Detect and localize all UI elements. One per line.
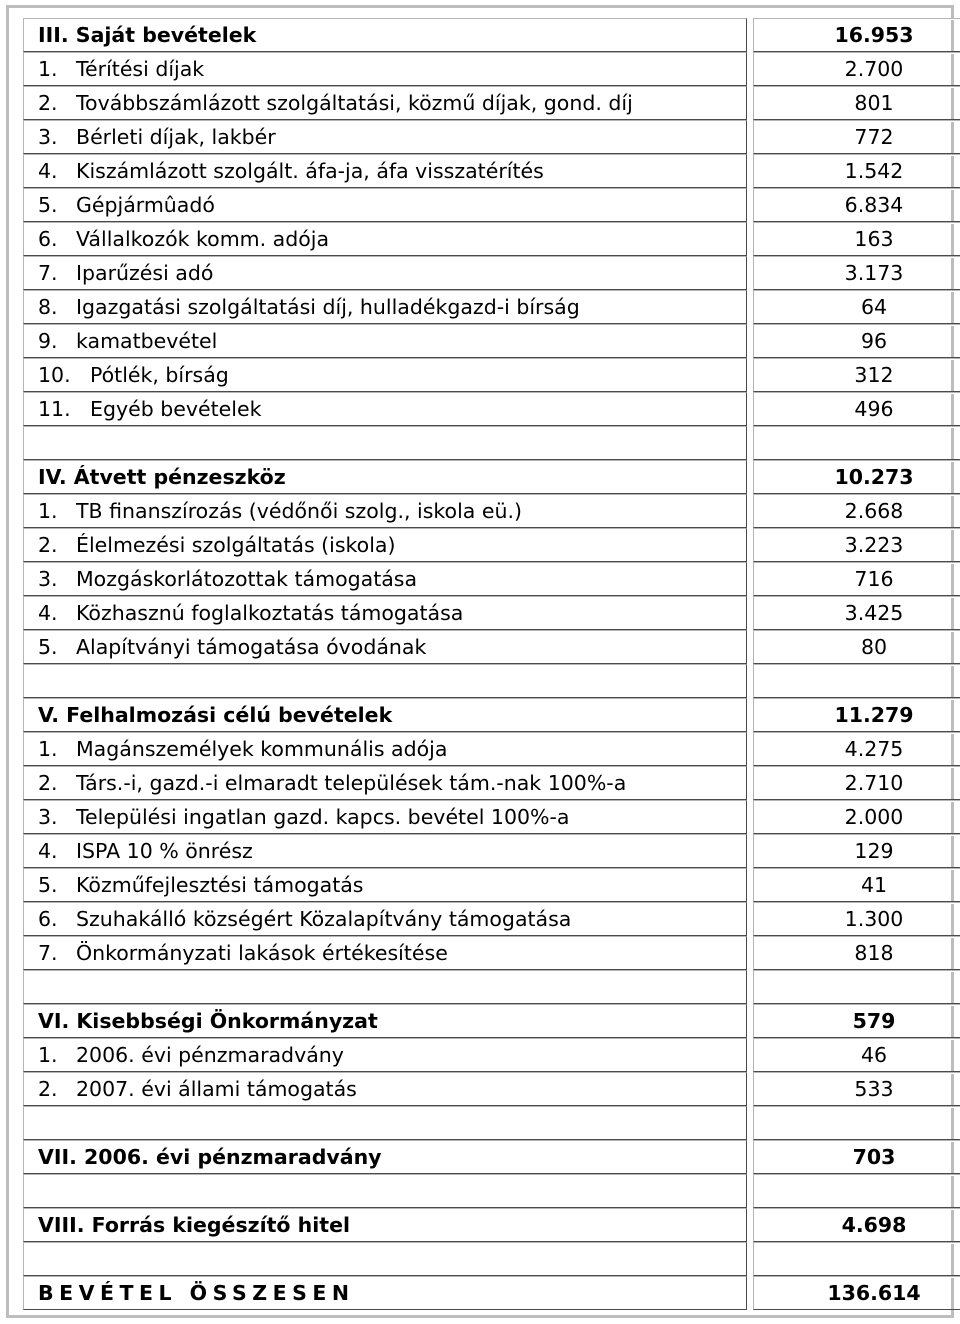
line-item-number: 1. [38, 499, 58, 523]
line-item-label-cell [23, 630, 747, 664]
line-item-row [23, 800, 960, 834]
line-item-row [23, 1038, 960, 1072]
line-item-label: Szuhakálló községért Közalapítvány támogatása [76, 907, 572, 931]
blank-row [23, 1174, 960, 1208]
blank-row [23, 1242, 960, 1276]
section-heading: VII. 2006. évi pénzmaradvány [23, 1140, 747, 1174]
line-item-value: 41 [753, 868, 960, 902]
line-item-row [23, 222, 960, 256]
line-item-label: 2006. évi pénzmaradvány [76, 1043, 344, 1067]
line-item-value: 1.542 [753, 154, 960, 188]
section-total: 4.698 [753, 1208, 960, 1242]
line-item-label-cell [23, 732, 747, 766]
line-item-row [23, 188, 960, 222]
blank-row [23, 664, 960, 698]
line-item-label: Önkormányzati lakások értékesítése [76, 941, 448, 965]
blank-label-cell [23, 426, 747, 460]
blank-label-cell [23, 1174, 747, 1208]
line-item-label: Települési ingatlan gazd. kapcs. bevétel 100%-a [76, 805, 570, 829]
line-item-row [23, 834, 960, 868]
line-item-row [23, 902, 960, 936]
revenue-table [23, 18, 960, 1310]
blank-value-cell [753, 1106, 960, 1140]
line-item-number: 2. [38, 771, 58, 795]
line-item-label-cell [23, 596, 747, 630]
line-item-value: 2.000 [753, 800, 960, 834]
line-item-number: 6. [38, 227, 58, 251]
line-item-label: Társ.-i, gazd.-i elmaradt települések tám.-nak 100%-a [76, 771, 627, 795]
line-item-number: 2. [38, 533, 58, 557]
grand-total-row [23, 1276, 960, 1310]
line-item-label-cell [23, 52, 747, 86]
line-item-number: 6. [38, 907, 58, 931]
line-item-label: Mozgáskorlátozottak támogatása [76, 567, 418, 591]
line-item-label: Élelmezési szolgáltatás (iskola) [76, 533, 396, 557]
line-item-number: 11. [38, 397, 71, 421]
line-item-label-cell [23, 324, 747, 358]
line-item-label: Vállalkozók komm. adója [76, 227, 330, 251]
section-total: 579 [753, 1004, 960, 1038]
section-heading: VIII. Forrás kiegészítő hitel [23, 1208, 747, 1242]
line-item-label: Közhasznú foglalkoztatás támogatása [76, 601, 464, 625]
line-item-label-cell [23, 290, 747, 324]
line-item-row [23, 120, 960, 154]
revenue-table-body [23, 18, 960, 1310]
line-item-label-cell [23, 188, 747, 222]
line-item-number: 3. [38, 125, 58, 149]
line-item-value: 2.668 [753, 494, 960, 528]
line-item-label-cell [23, 154, 747, 188]
line-item-label: ISPA 10 % önrész [76, 839, 253, 863]
line-item-row [23, 528, 960, 562]
line-item-number: 4. [38, 601, 58, 625]
line-item-label: kamatbevétel [76, 329, 218, 353]
line-item-label-cell [23, 562, 747, 596]
line-item-label-cell [23, 528, 747, 562]
line-item-row [23, 732, 960, 766]
line-item-value: 3.173 [753, 256, 960, 290]
line-item-label: Továbbszámlázott szolgáltatási, közmű díjak, gond. díj [76, 91, 633, 115]
line-item-label: Iparűzési adó [76, 261, 214, 285]
section-total: 11.279 [753, 698, 960, 732]
line-item-value: 818 [753, 936, 960, 970]
line-item-row [23, 562, 960, 596]
section-heading-row [23, 460, 960, 494]
blank-row [23, 426, 960, 460]
line-item-row [23, 1072, 960, 1106]
line-item-label-cell [23, 766, 747, 800]
line-item-row [23, 868, 960, 902]
line-item-number: 7. [38, 941, 58, 965]
line-item-value: 46 [753, 1038, 960, 1072]
line-item-label-cell [23, 358, 747, 392]
line-item-row [23, 596, 960, 630]
section-heading-row [23, 1208, 960, 1242]
line-item-label-cell [23, 936, 747, 970]
line-item-value: 772 [753, 120, 960, 154]
line-item-number: 3. [38, 805, 58, 829]
section-heading: IV. Átvett pénzeszköz [23, 460, 747, 494]
line-item-label-cell [23, 868, 747, 902]
blank-value-cell [753, 1242, 960, 1276]
blank-value-cell [753, 970, 960, 1004]
line-item-row [23, 766, 960, 800]
line-item-label-cell [23, 800, 747, 834]
line-item-label-cell [23, 120, 747, 154]
revenue-sheet [6, 5, 954, 1318]
line-item-label-cell [23, 1038, 747, 1072]
section-heading-row [23, 1140, 960, 1174]
blank-label-cell [23, 1242, 747, 1276]
line-item-value: 80 [753, 630, 960, 664]
line-item-label: Alapítványi támogatása óvodának [76, 635, 427, 659]
grand-total-label: BEVÉTEL ÖSSZESEN [23, 1276, 747, 1310]
line-item-label-cell [23, 902, 747, 936]
line-item-value: 716 [753, 562, 960, 596]
line-item-value: 496 [753, 392, 960, 426]
line-item-label: Kiszámlázott szolgált. áfa-ja, áfa visszatérítés [76, 159, 544, 183]
line-item-number: 3. [38, 567, 58, 591]
line-item-value: 3.223 [753, 528, 960, 562]
line-item-label-cell [23, 222, 747, 256]
blank-value-cell [753, 664, 960, 698]
line-item-number: 10. [38, 363, 71, 387]
line-item-number: 8. [38, 295, 58, 319]
blank-row [23, 1106, 960, 1140]
grand-total-value: 136.614 [753, 1276, 960, 1310]
line-item-number: 2. [38, 1077, 58, 1101]
line-item-label: Gépjármûadó [76, 193, 215, 217]
line-item-label: Magánszemélyek kommunális adója [76, 737, 448, 761]
line-item-row [23, 154, 960, 188]
line-item-number: 5. [38, 873, 58, 897]
line-item-number: 7. [38, 261, 58, 285]
line-item-number: 9. [38, 329, 58, 353]
line-item-row [23, 324, 960, 358]
line-item-value: 1.300 [753, 902, 960, 936]
line-item-label-cell [23, 1072, 747, 1106]
section-total: 10.273 [753, 460, 960, 494]
line-item-label: TB finanszírozás (védőnői szolg., iskola eü.) [76, 499, 522, 523]
line-item-row [23, 358, 960, 392]
line-item-value: 163 [753, 222, 960, 256]
section-heading: III. Saját bevételek [23, 18, 747, 52]
line-item-label: 2007. évi állami támogatás [76, 1077, 357, 1101]
line-item-label-cell [23, 834, 747, 868]
line-item-label: Bérleti díjak, lakbér [76, 125, 276, 149]
line-item-row [23, 256, 960, 290]
line-item-label-cell [23, 392, 747, 426]
section-heading-row [23, 18, 960, 52]
line-item-value: 801 [753, 86, 960, 120]
line-item-label: Pótlék, bírság [90, 363, 229, 387]
line-item-label-cell [23, 494, 747, 528]
line-item-label: Térítési díjak [76, 57, 205, 81]
line-item-value: 96 [753, 324, 960, 358]
line-item-number: 4. [38, 839, 58, 863]
section-heading-row [23, 1004, 960, 1038]
blank-label-cell [23, 970, 747, 1004]
line-item-row [23, 392, 960, 426]
blank-label-cell [23, 664, 747, 698]
line-item-value: 6.834 [753, 188, 960, 222]
line-item-label: Egyéb bevételek [90, 397, 262, 421]
section-total: 703 [753, 1140, 960, 1174]
line-item-value: 3.425 [753, 596, 960, 630]
section-heading: VI. Kisebbségi Önkormányzat [23, 1004, 747, 1038]
line-item-label: Közműfejlesztési támogatás [76, 873, 364, 897]
blank-row [23, 970, 960, 1004]
blank-label-cell [23, 1106, 747, 1140]
line-item-row [23, 86, 960, 120]
line-item-row [23, 630, 960, 664]
blank-value-cell [753, 1174, 960, 1208]
line-item-label: Igazgatási szolgáltatási díj, hulladékgazd-i bírság [76, 295, 580, 319]
line-item-value: 4.275 [753, 732, 960, 766]
line-item-number: 1. [38, 1043, 58, 1067]
line-item-row [23, 494, 960, 528]
section-heading: V. Felhalmozási célú bevételek [23, 698, 747, 732]
line-item-number: 4. [38, 159, 58, 183]
line-item-label-cell [23, 86, 747, 120]
line-item-value: 2.700 [753, 52, 960, 86]
line-item-row [23, 290, 960, 324]
line-item-number: 1. [38, 737, 58, 761]
line-item-label-cell [23, 256, 747, 290]
line-item-number: 5. [38, 635, 58, 659]
line-item-value: 533 [753, 1072, 960, 1106]
section-total: 16.953 [753, 18, 960, 52]
line-item-number: 2. [38, 91, 58, 115]
section-heading-row [23, 698, 960, 732]
line-item-row [23, 52, 960, 86]
line-item-row [23, 936, 960, 970]
line-item-value: 129 [753, 834, 960, 868]
blank-value-cell [753, 426, 960, 460]
line-item-value: 64 [753, 290, 960, 324]
line-item-number: 5. [38, 193, 58, 217]
line-item-value: 2.710 [753, 766, 960, 800]
line-item-number: 1. [38, 57, 58, 81]
line-item-value: 312 [753, 358, 960, 392]
